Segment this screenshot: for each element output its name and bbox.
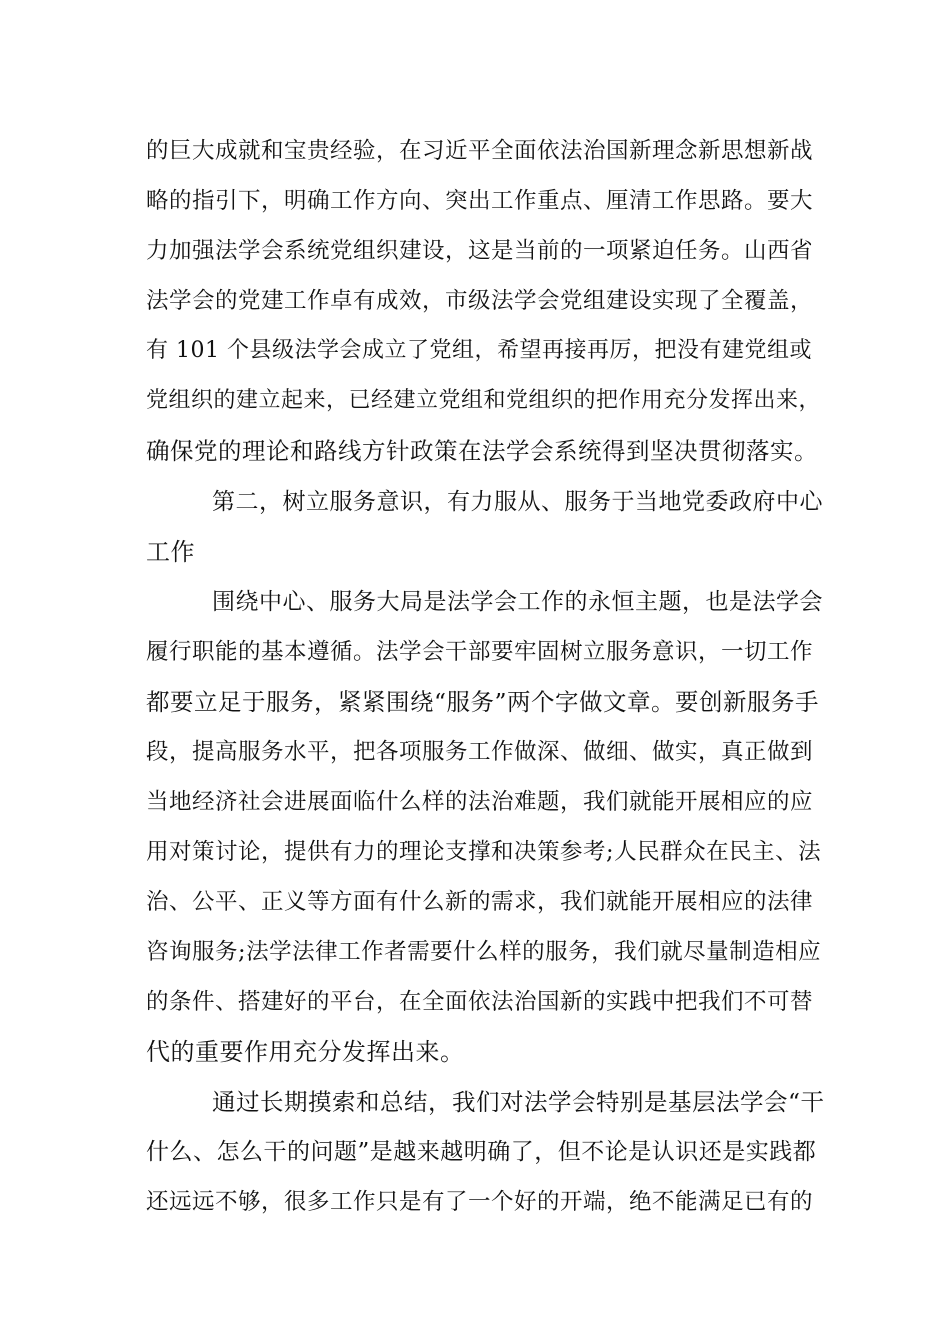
text-line: 有 101 个县级法学会成立了党组，希望再接再厉，把没有建党组或 [146,338,812,363]
text-line: 段，提高服务水平，把各项服务工作做深、做细、做实，真正做到 [146,739,814,765]
text-line: 还远远不够，很多工作只是有了一个好的开端，绝不能满足已有的 [146,1189,814,1215]
section-heading-line: 第二，树立服务意识，有力服从、服务于当地党委政府中心 [212,489,823,515]
text-line: 通过长期摸索和总结，我们对法学会特别是基层法学会“干 [212,1088,825,1116]
text-line: 什么、怎么干的问题”是越来越明确了，但不论是认识还是实践都 [146,1139,817,1165]
text-line: 的巨大成就和宝贵经验，在习近平全面依法治国新理念新思想新战 [146,138,814,164]
text-line: 当地经济社会进展面临什么样的法治难题，我们就能开展相应的应 [146,789,814,815]
section-heading-line: 工作 [146,538,195,566]
text-line: 法学会的党建工作卓有成效，市级法学会党组建设实现了全覆盖， [146,288,814,314]
text-line: 确保党的理论和路线方针政策在法学会系统得到坚决贯彻落实。 [146,437,818,465]
text-line: 治、公平、正义等方面有什么新的需求，我们就能开展相应的法律 [146,889,814,915]
text-line: 的条件、搭建好的平台，在全面依法治国新的实践中把我们不可替 [146,989,814,1015]
text-line: 党组织的建立起来，已经建立党组和党组织的把作用充分发挥出来， [146,388,822,413]
text-line: 咨询服务;法学法律工作者需要什么样的服务，我们就尽量制造相应 [146,939,822,965]
text-line: 略的指引下，明确工作方向、突出工作重点、厘清工作思路。要大 [146,188,814,214]
text-line: 力加强法学会系统党组织建设，这是当前的一项紧迫任务。山西省 [146,238,814,264]
text-line: 围绕中心、服务大局是法学会工作的永恒主题，也是法学会 [212,589,823,615]
text-line: 用对策讨论，提供有力的理论支撑和决策参考;人民群众在民主、法 [146,839,822,865]
text-line: 履行职能的基本遵循。法学会干部要牢固树立服务意识，一切工作 [146,639,814,665]
text-line: 代的重要作用充分发挥出来。 [146,1038,465,1066]
text-line: 都要立足于服务，紧紧围绕“服务”两个字做文章。要创新服务手 [146,688,820,716]
